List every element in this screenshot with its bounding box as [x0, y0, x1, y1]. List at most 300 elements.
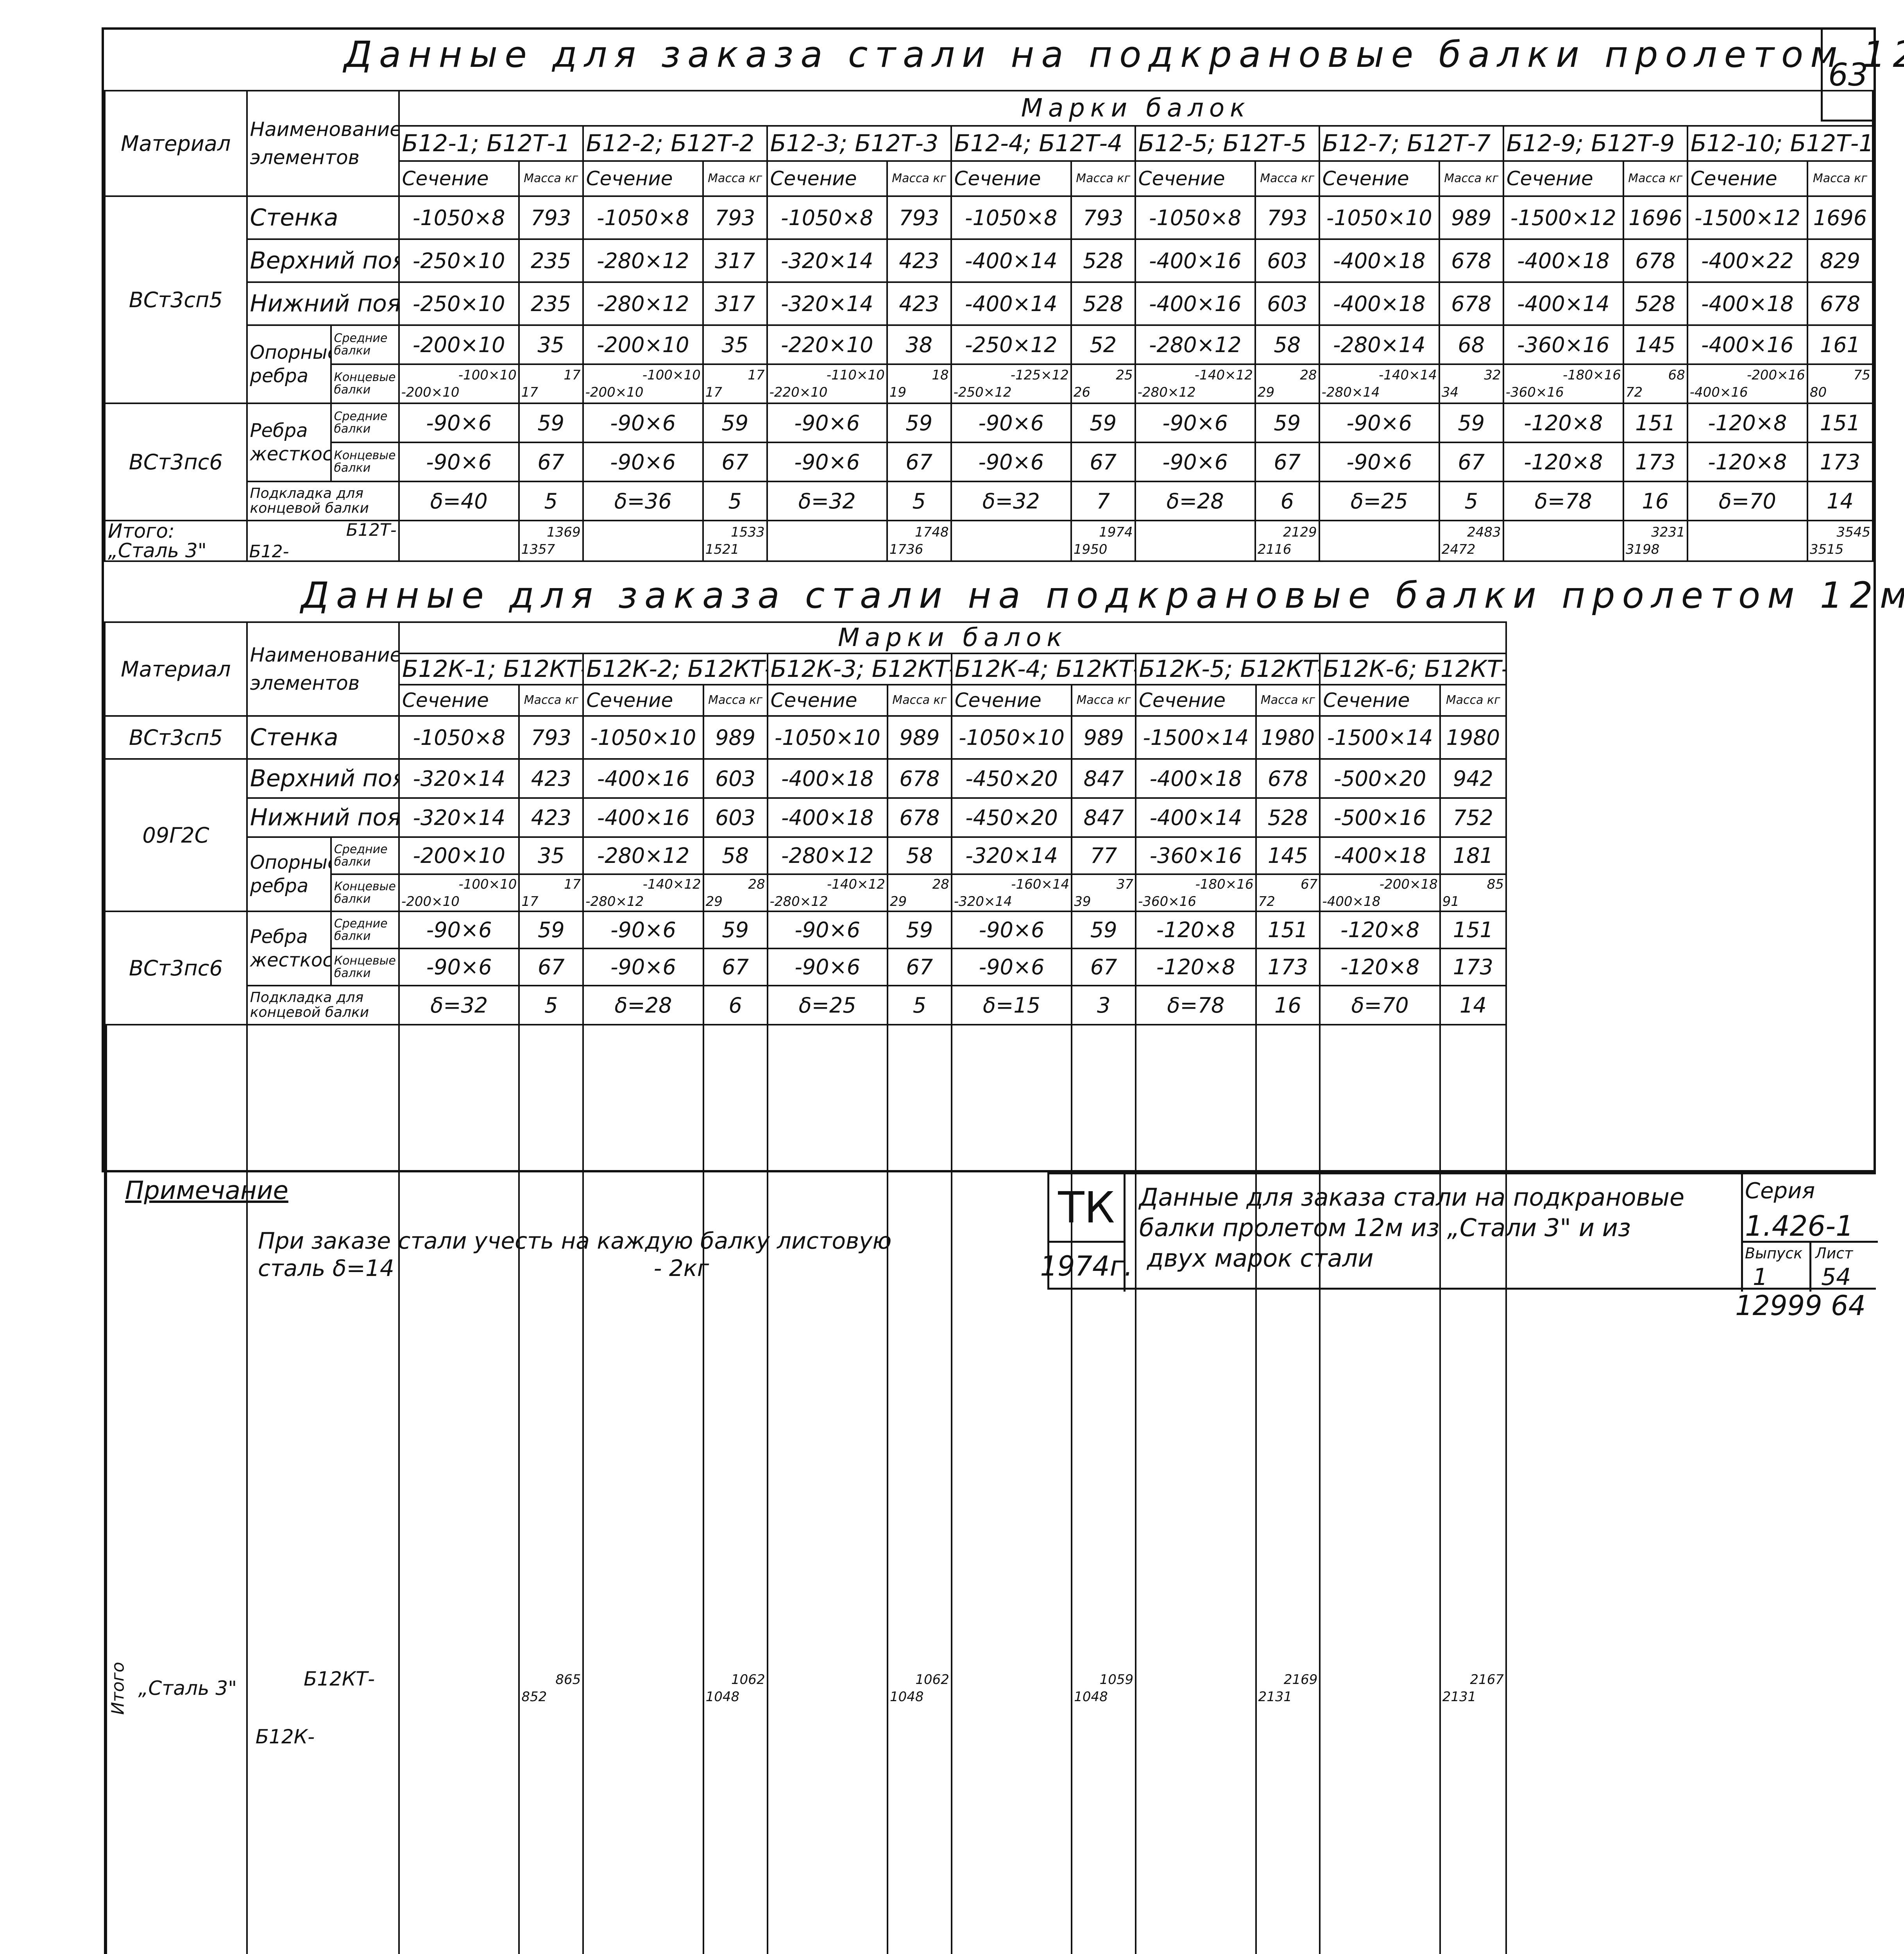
itogo-empty: [1135, 521, 1255, 561]
mass-cell: 847: [1072, 798, 1136, 837]
section-cell: -90×6: [399, 948, 519, 986]
mass-cell: 847: [1072, 759, 1136, 798]
subhdr-section: Сечение: [1319, 161, 1439, 196]
section-cell: -90×6: [583, 403, 703, 442]
fraction-top: 2116: [1258, 542, 1292, 557]
fraction-cell: [767, 364, 887, 403]
fraction-cell: [1440, 874, 1506, 911]
subhdr-mass: Масса кг: [703, 685, 768, 716]
section-cell: -90×6: [583, 948, 703, 986]
mass-cell: 942: [1440, 759, 1506, 798]
mass-cell: 14: [1807, 481, 1873, 521]
fraction-top: -360×16: [1506, 385, 1564, 400]
row-label-verh: Верхний по: [247, 759, 399, 798]
mass-cell: 423: [519, 798, 583, 837]
fraction-cell: [1687, 364, 1807, 403]
subhdr-mass: Масса кг: [1256, 685, 1320, 716]
mass-cell: 829: [1807, 239, 1873, 282]
row-label-opor: Опорные ребра: [247, 325, 331, 403]
section-cell: -120×8: [1687, 442, 1807, 481]
fraction-top: 1950: [1074, 542, 1108, 557]
section-cell: -320×14: [767, 282, 887, 325]
section-cell: -120×8: [1503, 442, 1623, 481]
mass-cell: 173: [1256, 948, 1320, 986]
row-label-opor: Опорные ребра: [247, 837, 331, 911]
mass-cell: 678: [1256, 759, 1320, 798]
fraction-cell: [1503, 364, 1623, 403]
section-cell: -1050×8: [583, 196, 703, 239]
mass-cell: 989: [1439, 196, 1503, 239]
fraction-bottom: 28: [1300, 367, 1317, 383]
fraction-top: -200×10: [585, 385, 644, 400]
fraction-top: 19: [889, 385, 906, 400]
row-label-itogo: Итого: „Сталь 3": [105, 521, 247, 561]
table1-title: Данные для заказа стали на подкрановые балки пролетом 1: [344, 34, 1904, 75]
mass-cell: 603: [703, 759, 768, 798]
section-cell: -320×14: [399, 798, 519, 837]
fraction-cell: [951, 364, 1071, 403]
fraction-cell: [1319, 364, 1439, 403]
mass-cell: 52: [1071, 325, 1135, 364]
mass-cell: 16: [1623, 481, 1687, 521]
mass-cell: 793: [519, 196, 583, 239]
beam-mark: Б12-4; Б12Т-4: [951, 126, 1135, 161]
subhdr-section: Сечение: [1135, 161, 1255, 196]
fraction-bottom: -100×10: [458, 877, 517, 892]
subhdr-mass: Масса кг: [888, 685, 952, 716]
fraction-top: -400×18: [1322, 894, 1380, 909]
fraction-top: 17: [521, 385, 538, 400]
fraction-cell: [1071, 364, 1135, 403]
itogo-empty: [583, 521, 703, 561]
itogo-st3-cell: [105, 1025, 247, 1954]
fraction-top: [890, 1689, 924, 1705]
section-cell: -400×18: [1136, 759, 1256, 798]
mass-cell: 59: [703, 403, 767, 442]
mass-cell: 35: [519, 837, 583, 874]
hdr-material: Материал: [105, 622, 247, 716]
section-cell: -400×18: [1320, 837, 1440, 874]
mass-cell: 67: [1439, 442, 1503, 481]
mass-cell: 528: [1623, 282, 1687, 325]
mass-cell: 59: [1439, 403, 1503, 442]
beam-mark: Б12-10; Б12Т-10: [1687, 126, 1873, 161]
mass-cell: 5: [519, 986, 583, 1025]
material-09g2s: 09Г2С: [105, 759, 247, 911]
section-cell: δ=36: [583, 481, 703, 521]
material-vst3sp5: ВСт3сп5: [105, 196, 247, 403]
section-cell: -90×6: [952, 911, 1072, 948]
fraction-bottom: [555, 1672, 581, 1687]
section-cell: -400×14: [1136, 798, 1256, 837]
fraction-cell: [1623, 521, 1687, 561]
mass-cell: 5: [887, 481, 951, 521]
fraction-bottom: 17: [564, 877, 581, 892]
fraction-cell: [888, 874, 952, 911]
mass-cell: 678: [888, 759, 952, 798]
section-cell: -280×12: [583, 239, 703, 282]
subhdr-mass: Масса кг: [519, 161, 583, 196]
section-cell: -1050×8: [1135, 196, 1255, 239]
mass-cell: 989: [703, 716, 768, 759]
mass-cell: 58: [703, 837, 768, 874]
mass-cell: 59: [888, 911, 952, 948]
section-cell: -90×6: [768, 948, 888, 986]
section-cell: -90×6: [399, 403, 519, 442]
stamp-list-label: Лист: [1815, 1245, 1853, 1262]
section-cell: -90×6: [951, 403, 1071, 442]
material-vst3ps6: ВСт3пс6: [105, 911, 247, 1025]
row-label-podkl: Подкладка для концевой балки: [247, 481, 399, 521]
mass-cell: 1980: [1256, 716, 1320, 759]
fraction-bottom: -180×16: [1563, 367, 1621, 383]
section-cell: δ=25: [1319, 481, 1439, 521]
mass-cell: 38: [887, 325, 951, 364]
mass-cell: 35: [703, 325, 767, 364]
mass-cell: 58: [888, 837, 952, 874]
row-label-verh: Верхний по: [247, 239, 399, 282]
hdr-elements: Наименование элементов: [247, 91, 399, 196]
mass-cell: 68: [1439, 325, 1503, 364]
subhdr-mass: Масса кг: [1439, 161, 1503, 196]
section-cell: -250×10: [399, 282, 519, 325]
row-sublabel-mid: Средние балки: [331, 837, 399, 874]
mass-cell: 59: [703, 911, 768, 948]
row-label-nizh: Нижний пояс: [247, 282, 399, 325]
section-cell: -90×6: [951, 442, 1071, 481]
section-cell: -400×18: [768, 798, 888, 837]
mass-cell: 793: [1255, 196, 1319, 239]
mass-cell: 67: [1072, 948, 1136, 986]
mass-cell: 989: [888, 716, 952, 759]
mass-cell: 151: [1256, 911, 1320, 948]
section-cell: -1050×10: [1319, 196, 1439, 239]
subhdr-section: Сечение: [1136, 685, 1256, 716]
stamp-description: Данные для заказа стали на подкрановые балки пролетом 12м из „Стали 3" и из двух марок стали: [1139, 1182, 1684, 1274]
section-cell: -90×6: [583, 911, 703, 948]
section-cell: -120×8: [1503, 403, 1623, 442]
fraction-cell: [519, 1025, 583, 1954]
fraction-top: [1258, 1689, 1292, 1705]
fraction-top: 91: [1442, 894, 1459, 909]
fraction-top: 3515: [1810, 542, 1844, 557]
section-cell: -1500×12: [1687, 196, 1807, 239]
stamp-vypusk-label: Выпуск: [1745, 1245, 1802, 1262]
row-sublabel-mid: Средние балки: [331, 325, 399, 364]
section-cell: -250×12: [951, 325, 1071, 364]
fraction-bottom: 1369: [547, 524, 581, 540]
section-cell: -400×18: [1319, 282, 1439, 325]
fraction-cell: [703, 874, 768, 911]
fraction-top: 1357: [521, 542, 555, 557]
fraction-bottom: [915, 1672, 949, 1687]
fraction-top: 72: [1258, 894, 1275, 909]
section-cell: -400×22: [1687, 239, 1807, 282]
mass-cell: 603: [1255, 282, 1319, 325]
mass-cell: 678: [1623, 239, 1687, 282]
fraction-cell: [887, 521, 951, 561]
fraction-top: -280×14: [1322, 385, 1380, 400]
fraction-cell: [1072, 874, 1136, 911]
fraction-cell: [1320, 874, 1440, 911]
fraction-bottom: -110×10: [827, 367, 885, 383]
subhdr-section: Сечение: [767, 161, 887, 196]
subhdr-mass: Масса кг: [1623, 161, 1687, 196]
mass-cell: 793: [519, 716, 583, 759]
mass-cell: 793: [1071, 196, 1135, 239]
section-cell: -220×10: [767, 325, 887, 364]
fraction-bottom: 75: [1854, 367, 1870, 383]
beam-mark: Б12К-2; Б12КТ: [583, 653, 767, 685]
fraction-cell: [1255, 521, 1319, 561]
section-cell: -360×16: [1136, 837, 1256, 874]
fraction-top: -250×12: [954, 385, 1012, 400]
itogo-empty: [1503, 521, 1623, 561]
fraction-top: -360×16: [1138, 894, 1196, 909]
section-cell: -400×14: [951, 239, 1071, 282]
fraction-cell: [1807, 521, 1873, 561]
fraction-cell: [1256, 1025, 1320, 1954]
fraction-bottom: 18: [932, 367, 948, 383]
stamp-list: 54: [1821, 1263, 1851, 1291]
section-cell: δ=25: [768, 986, 888, 1025]
fraction-top: -320×14: [954, 894, 1012, 909]
mass-cell: 1980: [1440, 716, 1506, 759]
section-cell: -90×6: [1135, 442, 1255, 481]
fraction-bottom: 1974: [1099, 524, 1133, 540]
fraction-cell: [887, 364, 951, 403]
section-cell: δ=78: [1136, 986, 1256, 1025]
fraction-cell: [1135, 364, 1255, 403]
subhdr-section: Сечение: [399, 685, 519, 716]
fraction-top: -400×16: [1690, 385, 1748, 400]
mass-cell: 67: [887, 442, 951, 481]
itogo-empty: [583, 1025, 703, 1954]
fraction-bottom: 17: [748, 367, 764, 383]
mass-cell: 59: [519, 911, 583, 948]
fraction-bottom: -180×16: [1195, 877, 1254, 892]
mass-cell: 423: [519, 759, 583, 798]
fraction-bottom: 28: [748, 877, 765, 892]
section-cell: -120×8: [1320, 948, 1440, 986]
note-title: Примечание: [125, 1176, 288, 1205]
section-cell: -90×6: [399, 911, 519, 948]
subhdr-mass: Масса кг: [1072, 685, 1136, 716]
section-cell: δ=70: [1687, 481, 1807, 521]
row-sublabel-mid: Средние балки: [331, 403, 399, 442]
section-cell: -1500×14: [1320, 716, 1440, 759]
fraction-bottom: 1533: [731, 524, 765, 540]
section-cell: -90×6: [583, 442, 703, 481]
fraction-bottom: 28: [932, 877, 949, 892]
section-cell: δ=28: [1135, 481, 1255, 521]
section-cell: -280×12: [583, 837, 703, 874]
mass-cell: 151: [1623, 403, 1687, 442]
beam-mark: Б12К-5; Б12КТ: [1136, 653, 1320, 685]
section-cell: -200×10: [583, 325, 703, 364]
section-cell: -90×6: [1135, 403, 1255, 442]
row-sublabel-end: Концевые балки: [331, 948, 399, 986]
mass-cell: 173: [1807, 442, 1873, 481]
subhdr-mass: Масса кг: [1807, 161, 1873, 196]
fraction-bottom: 37: [1117, 877, 1133, 892]
section-cell: -320×14: [767, 239, 887, 282]
mass-cell: 59: [1255, 403, 1319, 442]
section-cell: -400×16: [583, 798, 703, 837]
mass-cell: 235: [519, 239, 583, 282]
fraction-cell: [1439, 521, 1503, 561]
fraction-bottom: [1100, 1672, 1134, 1687]
itogo-empty: [1320, 1025, 1440, 1954]
section-cell: -1050×8: [951, 196, 1071, 239]
fraction-top: 29: [1258, 385, 1274, 400]
section-cell: -400×16: [583, 759, 703, 798]
itogo-empty: [1319, 521, 1439, 561]
section-cell: -450×20: [952, 798, 1072, 837]
fraction-top: 80: [1810, 385, 1827, 400]
mass-cell: 678: [1439, 239, 1503, 282]
fraction-cell: [703, 1025, 768, 1954]
mass-cell: 528: [1256, 798, 1320, 837]
section-cell: -1050×10: [768, 716, 888, 759]
section-cell: δ=78: [1503, 481, 1623, 521]
beam-mark: Б12К-6; Б12КТ-6: [1320, 653, 1506, 685]
mass-cell: 7: [1071, 481, 1135, 521]
section-cell: -90×6: [767, 403, 887, 442]
fraction-bottom: -140×12: [827, 877, 885, 892]
fraction-cell: [888, 1025, 952, 1954]
beam-mark: Б12-2; Б12Т-2: [583, 126, 767, 161]
stamp-seria-label: Серия: [1745, 1178, 1815, 1204]
subhdr-section: Сечение: [768, 685, 888, 716]
section-cell: -360×16: [1503, 325, 1623, 364]
section-cell: -90×6: [1319, 403, 1439, 442]
fraction-top: 29: [706, 894, 723, 909]
section-cell: δ=32: [951, 481, 1071, 521]
section-cell: -1050×8: [399, 196, 519, 239]
mass-cell: 1696: [1807, 196, 1873, 239]
section-cell: δ=32: [767, 481, 887, 521]
fraction-top: 39: [1074, 894, 1091, 909]
section-cell: -400×14: [1503, 282, 1623, 325]
row-label-rebra: Ребра жестко: [247, 911, 331, 986]
hdr-elements: Наименование элементов: [247, 622, 399, 716]
fraction-top: -280×12: [1138, 385, 1196, 400]
section-cell: -120×8: [1136, 911, 1256, 948]
stamp-tk: ТК: [1049, 1174, 1126, 1243]
section-cell: -400×18: [1503, 239, 1623, 282]
section-cell: -400×18: [768, 759, 888, 798]
section-cell: -90×6: [768, 911, 888, 948]
itogo-empty: [1136, 1025, 1256, 1954]
mass-cell: 678: [1439, 282, 1503, 325]
section-cell: -400×16: [1135, 282, 1255, 325]
beam-mark: Б12-3; Б12Т-3: [767, 126, 951, 161]
mass-cell: 423: [887, 282, 951, 325]
mass-cell: 67: [1255, 442, 1319, 481]
mass-cell: 59: [1071, 403, 1135, 442]
section-cell: -90×6: [399, 442, 519, 481]
mass-cell: 528: [1071, 239, 1135, 282]
fraction-bottom: 68: [1668, 367, 1685, 383]
section-cell: δ=28: [583, 986, 703, 1025]
fraction-bottom: 2483: [1467, 524, 1501, 540]
mass-cell: 16: [1256, 986, 1320, 1025]
fraction-cell: [519, 364, 583, 403]
fraction-top: -280×12: [770, 894, 828, 909]
fraction-top: 3198: [1626, 542, 1660, 557]
fraction-bottom: [731, 1672, 765, 1687]
fraction-bottom: 3545: [1836, 524, 1870, 540]
mass-cell: 793: [703, 196, 767, 239]
row-label-stenka: Стенка: [247, 716, 399, 759]
section-cell: -90×6: [952, 948, 1072, 986]
fraction-cell: [583, 874, 703, 911]
section-cell: -120×8: [1136, 948, 1256, 986]
frac-bottom: [304, 1668, 375, 1690]
fraction-bottom: 85: [1487, 877, 1504, 892]
fraction-top: 1521: [705, 542, 739, 557]
row-sublabel-end: Концевые балки: [331, 874, 399, 911]
mass-cell: 151: [1440, 911, 1506, 948]
subhdr-mass: Масса кг: [1255, 161, 1319, 196]
stamp-vypusk: 1: [1753, 1263, 1768, 1291]
fraction-bottom: -200×18: [1380, 877, 1438, 892]
mass-cell: 67: [703, 948, 768, 986]
row-label-podkl: Подкладка для концевой балки: [247, 986, 399, 1025]
itogo-empty: [399, 1025, 519, 1954]
itogo-vertical-label: [106, 1025, 129, 1954]
fraction-bottom: -140×14: [1379, 367, 1437, 383]
mass-cell: 67: [703, 442, 767, 481]
fraction-top: [1074, 1689, 1108, 1705]
section-cell: -280×12: [583, 282, 703, 325]
mass-cell: 67: [1071, 442, 1135, 481]
beam-mark: Б12К-1; Б12КТ: [399, 653, 583, 685]
mass-cell: 5: [888, 986, 952, 1025]
mass-cell: 793: [887, 196, 951, 239]
fraction-cell: [1440, 1025, 1506, 1954]
fraction-bottom: -100×10: [642, 367, 701, 383]
subhdr-mass: Масса кг: [1071, 161, 1135, 196]
itogo-empty: [952, 1025, 1072, 1954]
section-cell: -500×16: [1320, 798, 1440, 837]
mass-cell: 59: [519, 403, 583, 442]
section-cell: -120×8: [1320, 911, 1440, 948]
row-sublabel-end: Концевые балки: [331, 364, 399, 403]
section-cell: -1050×8: [399, 716, 519, 759]
section-cell: δ=15: [952, 986, 1072, 1025]
fraction-cell: [399, 364, 519, 403]
fraction-bottom: [1470, 1672, 1504, 1687]
mass-cell: 67: [519, 948, 583, 986]
section-cell: -400×14: [951, 282, 1071, 325]
material-vst3ps6: ВСт3пс6: [105, 403, 247, 521]
fraction-cell: [519, 521, 583, 561]
table1: [104, 90, 1874, 562]
mass-cell: 3: [1072, 986, 1136, 1025]
mass-cell: 173: [1440, 948, 1506, 986]
section-cell: -1050×8: [767, 196, 887, 239]
mass-cell: 5: [1439, 481, 1503, 521]
section-cell: -280×14: [1319, 325, 1439, 364]
itogo-frac-label: [247, 521, 399, 561]
frac-bottom: Б12Т-: [346, 521, 397, 540]
mass-cell: 678: [888, 798, 952, 837]
section-cell: δ=32: [399, 986, 519, 1025]
section-cell: -280×12: [1135, 325, 1255, 364]
mass-cell: 161: [1807, 325, 1873, 364]
